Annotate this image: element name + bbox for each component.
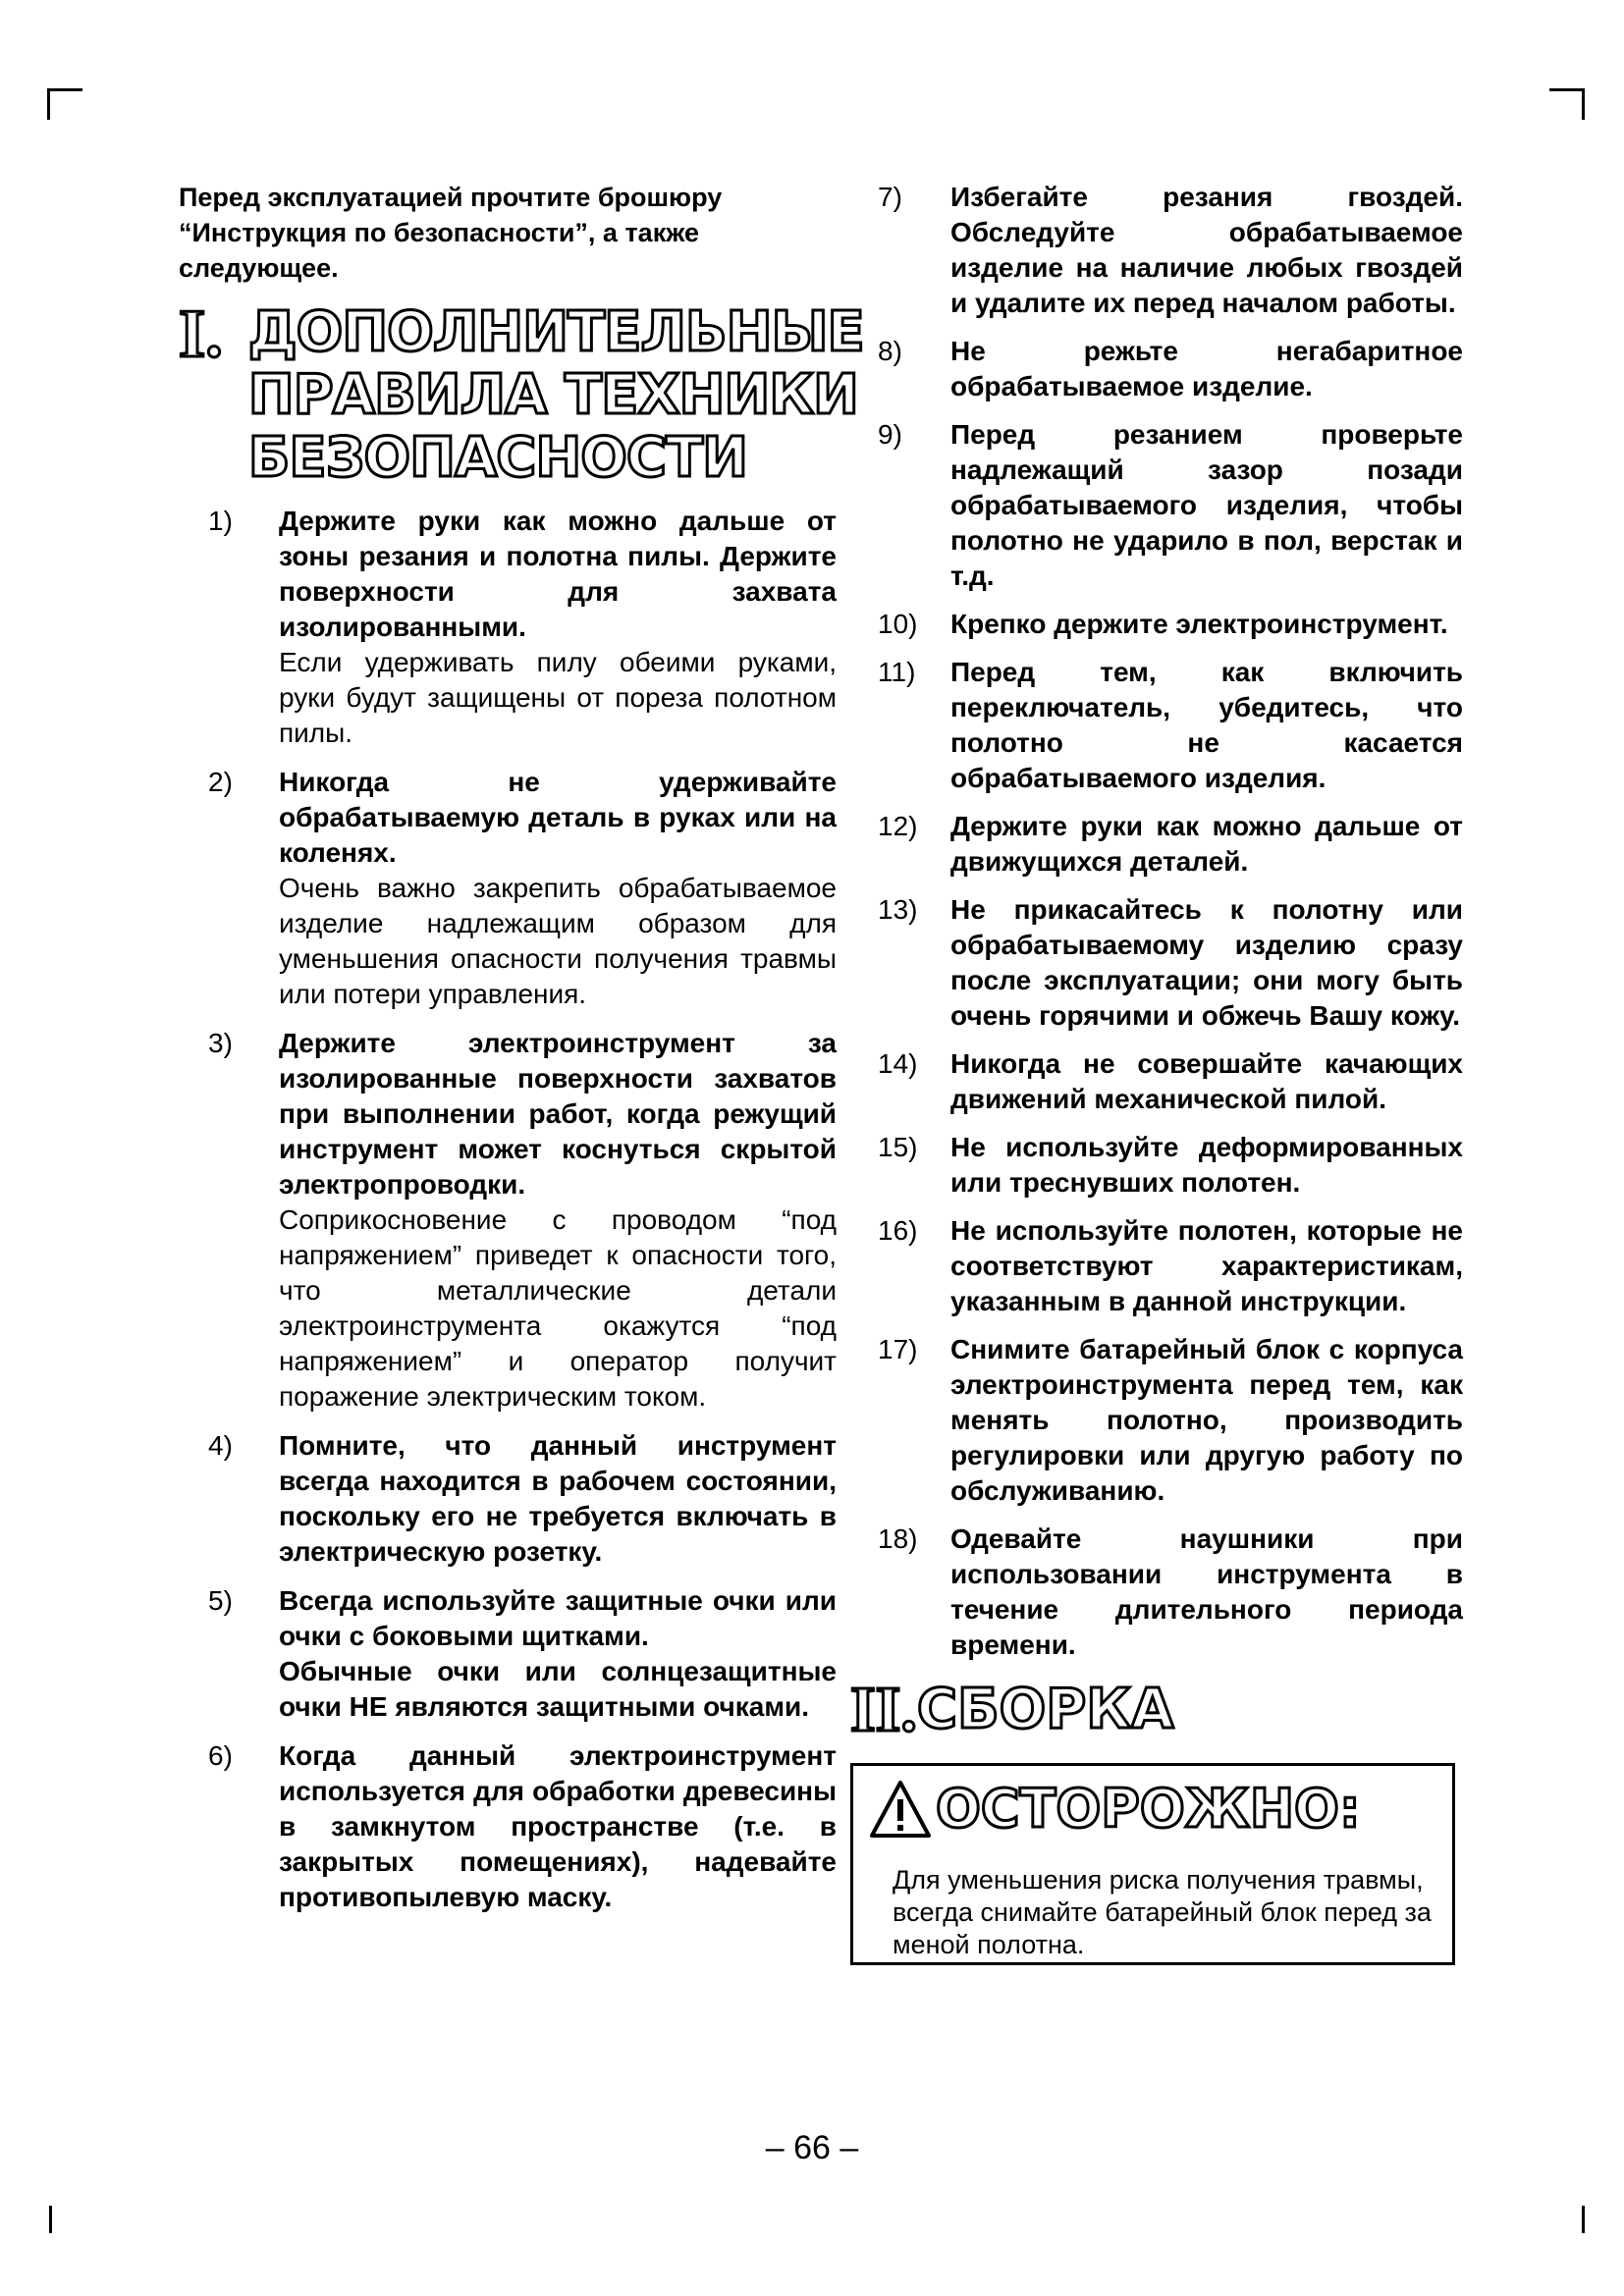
rule-bold-text: Никогда не совершайте качающих движений механической пилой. <box>950 1048 1463 1114</box>
rule-bold-text: Когда данный электроинструмент используется для обработки древесины в замкнутом пространстве (т.е. в закрытых помещениях), надевайте противопылевую маску. <box>279 1740 837 1912</box>
section-1-title-line: БЕЗОПАСНОСТИ <box>247 426 748 490</box>
warning-text: Для уменьшения риска получения травмы, всегда снимайте батарейный блок перед заменой полотна. <box>893 1865 1432 1959</box>
crop-mark-top-left-h <box>47 88 82 91</box>
safety-rule <box>864 892 1463 1034</box>
section-1-numeral: I. <box>179 296 223 372</box>
rule-number: 17) <box>878 1334 918 1364</box>
section-1-title-line: ДОПОЛНИТЕЛЬНЫЕ <box>247 300 864 364</box>
safety-rule <box>864 809 1463 880</box>
rule-bold-text: Держите руки как можно дальше от зоны резания и полотна пилы. Держите поверхности для захвата изолированными. <box>279 506 837 642</box>
rule-number: 9) <box>878 419 902 450</box>
safety-rule <box>864 655 1463 796</box>
rule-number: 3) <box>208 1028 233 1058</box>
safety-rules-list-left <box>179 504 837 1915</box>
safety-rule <box>864 607 1463 642</box>
safety-rule <box>179 1428 837 1570</box>
rule-bold-text: Одевайте наушники при использовании инструмента в течение длительного периода времени. <box>950 1523 1463 1660</box>
safety-rule <box>179 1583 837 1725</box>
safety-rule <box>179 504 837 751</box>
crop-mark-top-right-v <box>1582 88 1585 120</box>
rule-number: 11) <box>878 657 916 687</box>
left-column <box>179 180 864 1929</box>
rule-bold-text: Помните, что данный инструмент всегда находится в рабочем состоянии, поскольку его не требуется включать в электрическую розетку. <box>279 1430 837 1567</box>
warning-triangle-icon <box>869 1780 932 1839</box>
safety-rule <box>864 1332 1463 1509</box>
page-number: – 66 – <box>765 2129 859 2166</box>
crop-mark-top-right-h <box>1549 88 1585 91</box>
rule-bold-text: Всегда используйте защитные очки или очки с боковыми щитками. <box>279 1585 837 1651</box>
safety-rule <box>864 1522 1463 1663</box>
rule-number: 7) <box>878 182 902 212</box>
intro-text: Перед эксплуатацией прочтите брошюру “Инструкция по безопасности”, а также следующее. <box>179 183 723 283</box>
safety-rule <box>864 1213 1463 1319</box>
rule-number: 18) <box>878 1523 918 1554</box>
safety-rule <box>864 417 1463 594</box>
rule-bold-note: Обычные очки или солнцезащитные очки НЕ являются защитными очками. <box>279 1656 837 1722</box>
safety-rule <box>864 1130 1463 1201</box>
rule-number: 12) <box>878 811 918 841</box>
warning-box <box>850 1763 1455 1965</box>
section-1-title <box>248 301 864 490</box>
rule-number: 10) <box>878 609 918 639</box>
rule-bold-text: Снимите батарейный блок с корпуса электроинструмента перед тем, как менять полотно, производить регулировки или другую работу по обслуживанию. <box>950 1334 1463 1506</box>
rule-number: 8) <box>878 336 902 366</box>
rule-number: 2) <box>208 767 233 797</box>
rule-number: 15) <box>878 1132 918 1162</box>
rule-number: 16) <box>878 1215 918 1246</box>
rule-explanation: Если удерживать пилу обеими руками, руки будут защищены от пореза полотном пилы. <box>279 647 837 748</box>
crop-mark-bottom-right <box>1582 2206 1585 2233</box>
safety-rule <box>179 1026 837 1415</box>
rule-bold-text: Не прикасайтесь к полотну или обрабатываемому изделию сразу после эксплуатации; они могу быть очень горячими и обжечь Вашу кожу. <box>950 894 1463 1031</box>
crop-mark-bottom-left <box>49 2206 52 2233</box>
section-2-heading <box>850 1674 1463 1745</box>
rule-bold-text: Избегайте резания гвоздей. Обследуйте обрабатываемое изделие на наличие любых гвоздей и удалите их перед началом работы. <box>950 182 1463 318</box>
rule-explanation: Соприкосновение с проводом “под напряжением” приведет к опасности того, что металлические детали электроинструмента окажутся “под напряжением” и оператор получит поражение электрическим током. <box>279 1204 837 1412</box>
section-2-title: СБОРКА <box>916 1678 1174 1741</box>
rule-bold-text: Не используйте полотен, которые не соответствуют характеристикам, указанным в данной инструкции. <box>950 1215 1463 1316</box>
rule-number: 5) <box>208 1585 233 1616</box>
rule-number: 1) <box>208 506 233 536</box>
rule-bold-text: Никогда не удерживайте обрабатываемую деталь в руках или на коленях. <box>279 767 837 868</box>
safety-rules-list-right <box>864 180 1463 1663</box>
rule-bold-text: Не используйте деформированных или треснувших полотен. <box>950 1132 1463 1198</box>
safety-rule <box>179 765 837 1012</box>
section-1-title-line: ПРАВИЛА ТЕХНИКИ <box>247 363 858 427</box>
rule-number: 6) <box>208 1740 233 1771</box>
rule-number: 14) <box>878 1048 918 1079</box>
safety-rule <box>864 180 1463 321</box>
rule-explanation: Очень важно закрепить обрабатываемое изделие надлежащим образом для уменьшения опасности получения травмы или потери управления. <box>279 873 837 1009</box>
rule-bold-text: Не режьте негабаритное обрабатываемое изделие. <box>950 336 1463 401</box>
safety-rule <box>864 1046 1463 1117</box>
section-2-numeral: II. <box>850 1674 917 1745</box>
rule-number: 13) <box>878 894 918 925</box>
rule-number: 4) <box>208 1430 233 1461</box>
rule-bold-text: Крепко держите электроинструмент. <box>950 609 1448 639</box>
section-1-heading <box>179 296 864 490</box>
warning-heading <box>869 1778 1361 1841</box>
safety-rule <box>864 334 1463 404</box>
warning-title: ОСТОРОЖНО: <box>936 1778 1361 1840</box>
safety-rule <box>179 1738 837 1915</box>
rule-bold-text: Перед тем, как включить переключатель, убедитесь, что полотно не касается обрабатываемого изделия. <box>950 657 1463 793</box>
crop-mark-top-left-v <box>47 88 50 120</box>
right-column <box>850 180 1463 1965</box>
rule-bold-text: Перед резанием проверьте надлежащий зазор позади обрабатываемого изделия, чтобы полотно не ударило в пол, верстак и т.д. <box>950 419 1463 591</box>
rule-bold-text: Держите электроинструмент за изолированные поверхности захватов при выполнении работ, когда режущий инструмент может коснуться скрытой электропроводки. <box>279 1028 837 1200</box>
rule-bold-text: Держите руки как можно дальше от движущихся деталей. <box>950 811 1463 877</box>
